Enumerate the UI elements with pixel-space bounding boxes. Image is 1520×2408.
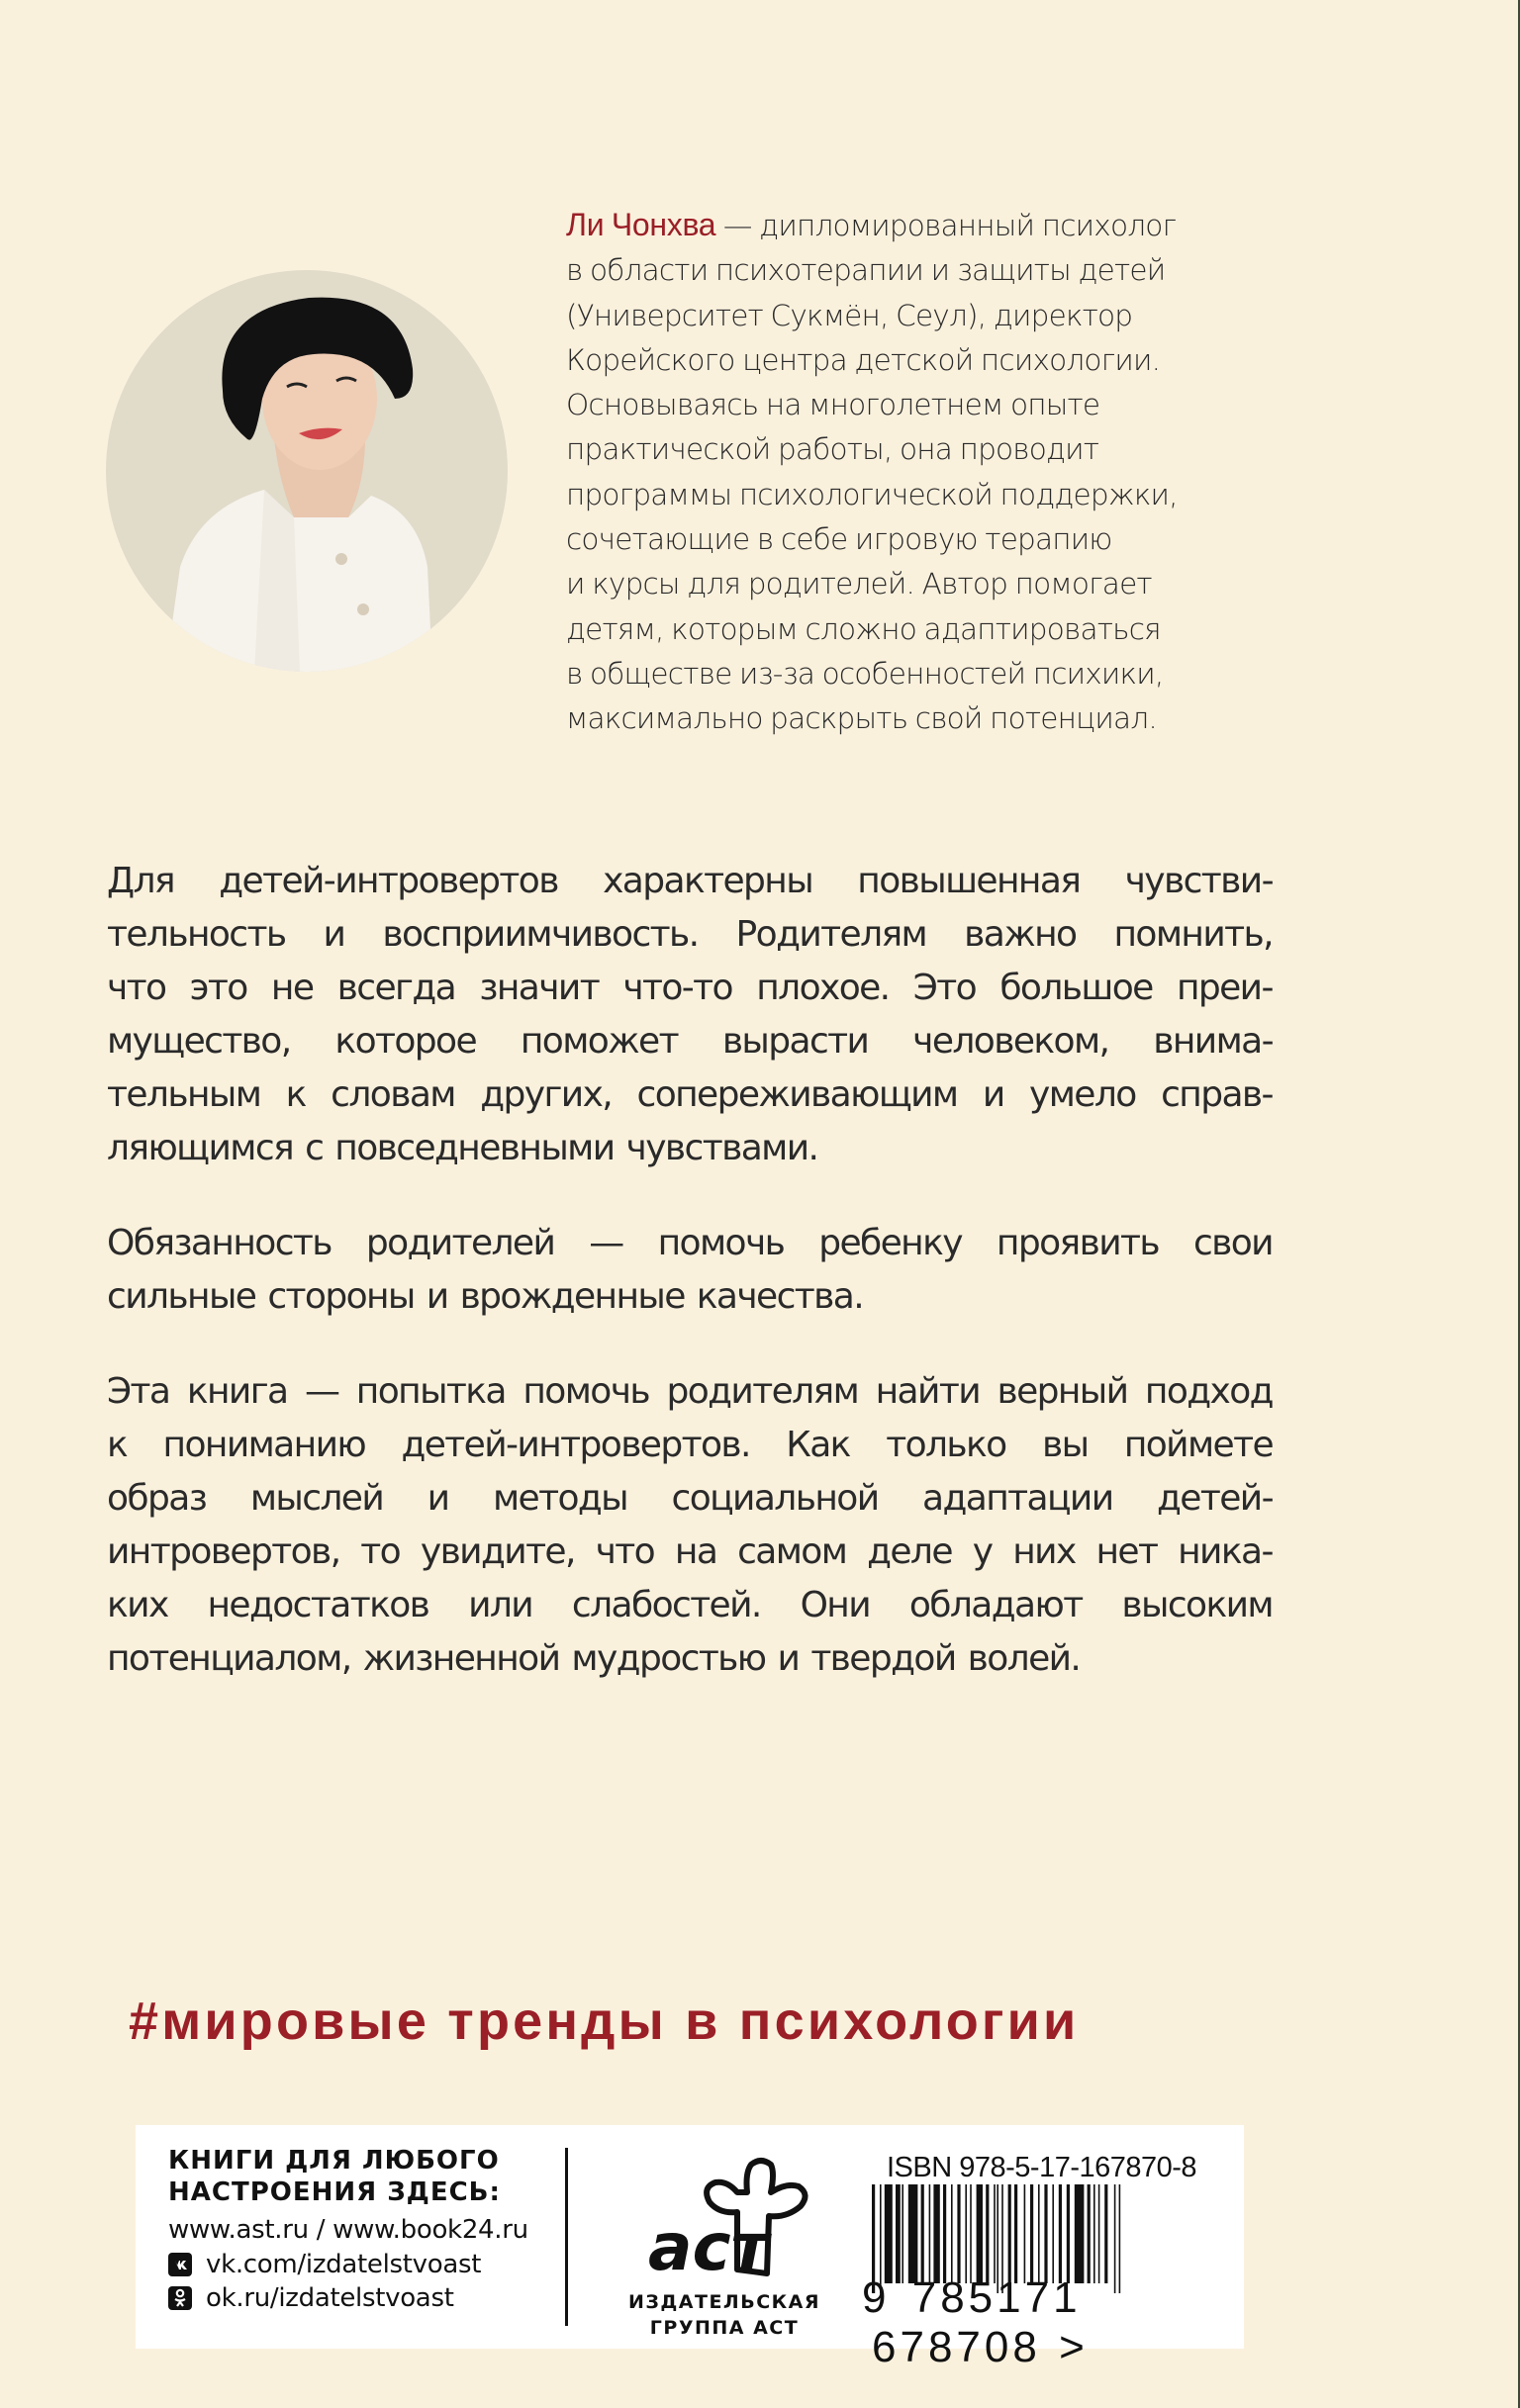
paragraph-line: к пониманию детей-интровертов. Как только вы поймете bbox=[107, 1425, 1273, 1465]
author-bio bbox=[566, 203, 1259, 742]
author-name: Ли Чонхва bbox=[566, 207, 716, 242]
paragraph-line: потенциалом, жизненной мудростью и твердой волей. bbox=[107, 1638, 1081, 1679]
links-heading-2: НАСТРОЕНИЯ ЗДЕСЬ: bbox=[168, 2177, 501, 2207]
barcode-digits: 9 785171 678708 > bbox=[862, 2273, 1085, 2371]
paragraph-line: тельным к словам других, сопереживающим и умело справ- bbox=[107, 1074, 1273, 1115]
odnoklassniki-icon bbox=[168, 2286, 192, 2310]
vk-link-text: vk.com/izdatelstvoast bbox=[206, 2250, 482, 2279]
bio-line: практической работы, она проводит bbox=[566, 432, 1099, 467]
bio-line: Основываясь на многолетнем опыте bbox=[566, 388, 1100, 422]
isbn-text: ISBN 978-5-17-167870-8 bbox=[887, 2152, 1197, 2183]
bio-line: Корейского центра детской психологии. bbox=[566, 342, 1161, 377]
website-links[interactable]: www.ast.ru / www.book24.ru bbox=[168, 2215, 528, 2245]
paragraph-line: тельность и восприимчивость. Родителям важно помнить, bbox=[107, 914, 1273, 955]
bio-line: сочетающие в себе игровую терапию bbox=[566, 522, 1112, 557]
links-heading-1: КНИГИ ДЛЯ ЛЮБОГО bbox=[168, 2146, 500, 2176]
ok-link-text: ok.ru/izdatelstvoast bbox=[206, 2283, 454, 2313]
description-paragraph-3 bbox=[107, 1365, 1273, 1686]
description-paragraph-1 bbox=[107, 855, 1273, 1175]
publisher-logo bbox=[611, 2143, 838, 2341]
paragraph-line: Обязанность родителей — помочь ребенку проявить свои bbox=[107, 1223, 1273, 1263]
bio-line: в обществе из-за особенностей психики, bbox=[566, 656, 1164, 691]
bio-line: Ли Чонхва — дипломированный психолог bbox=[566, 207, 1177, 242]
paragraph-line: Эта книга — попытка помочь родителям найти верный подход bbox=[107, 1371, 1273, 1412]
vk-icon bbox=[168, 2253, 192, 2276]
paragraph-line: интровертов, то увидите, что на самом деле у них нет ника- bbox=[107, 1531, 1273, 1572]
paragraph-line: образ мыслей и методы социальной адаптации детей- bbox=[107, 1478, 1273, 1519]
svg-text:аст: аст bbox=[648, 2209, 769, 2285]
author-photo bbox=[106, 270, 508, 672]
bio-line: в области психотерапии и защиты детей bbox=[566, 253, 1166, 288]
panel-divider bbox=[565, 2148, 568, 2326]
series-hashtag: #мировые тренды в психологии bbox=[129, 1991, 1080, 2051]
bio-line: и курсы для родителей. Автор помогает bbox=[566, 567, 1152, 602]
bio-line: (Университет Сукмён, Сеул), директор bbox=[566, 298, 1133, 332]
ast-logo-icon bbox=[611, 2143, 838, 2291]
paragraph-line: Для детей-интровертов характерны повышенная чувстви- bbox=[107, 861, 1273, 901]
publisher-links bbox=[168, 2145, 528, 2315]
ok-link[interactable] bbox=[168, 2281, 528, 2315]
paragraph-line: ких недостатков или слабостей. Они обладают высоким bbox=[107, 1585, 1273, 1625]
paragraph-line: сильные стороны и врожденные качества. bbox=[107, 1276, 864, 1317]
vk-link[interactable] bbox=[168, 2248, 528, 2281]
publisher-panel bbox=[136, 2125, 1244, 2371]
bio-line: максимально раскрыть свой потенциал. bbox=[566, 701, 1157, 736]
paragraph-line: что это не всегда значит что-то плохое. Это большое преи- bbox=[107, 968, 1273, 1008]
bio-line: детям, которым сложно адаптироваться bbox=[566, 611, 1161, 646]
description-paragraph-2 bbox=[107, 1217, 1273, 1324]
bio-line: программы психологической поддержки, bbox=[566, 477, 1178, 511]
paragraph-line: мущество, которое поможет вырасти человеком, внима- bbox=[107, 1021, 1273, 1062]
publisher-caption: ИЗДАТЕЛЬСКАЯ ГРУППА АСТ bbox=[627, 2291, 821, 2339]
paragraph-line: ляющимся с повседневными чувствами. bbox=[107, 1128, 818, 1168]
